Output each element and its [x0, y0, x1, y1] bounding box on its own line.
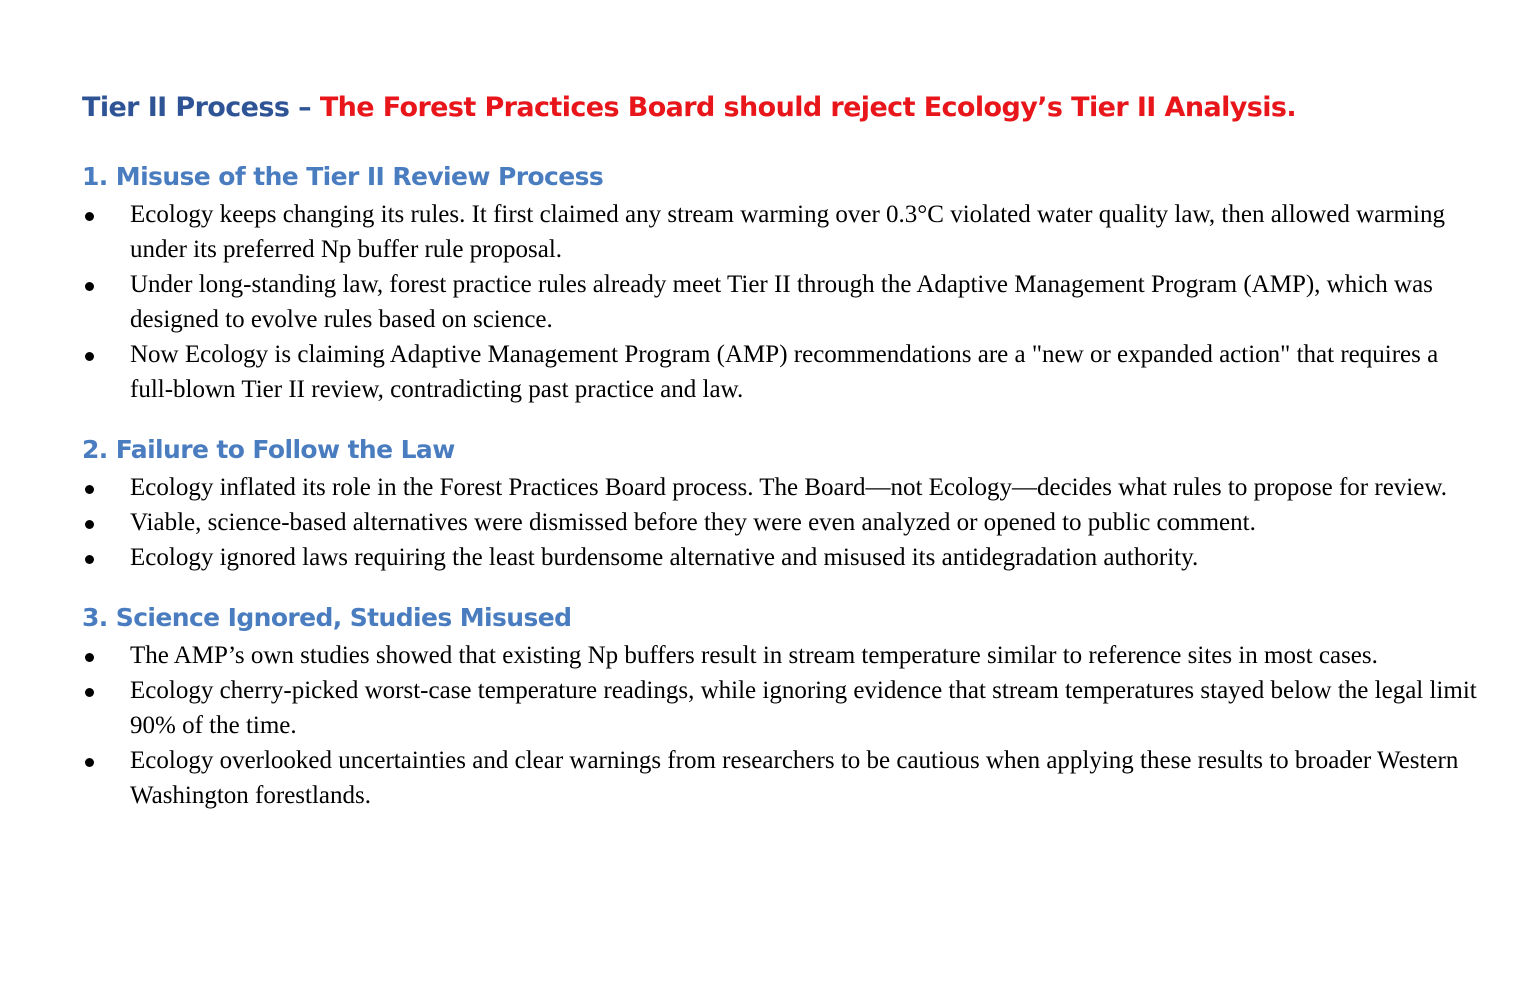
bullet-icon [85, 212, 94, 221]
section-science-ignored [82, 601, 1482, 813]
bullet-item [82, 540, 1482, 575]
bullet-icon [85, 520, 94, 529]
bullet-icon [85, 485, 94, 494]
bullet-item [82, 505, 1482, 540]
document-page [82, 84, 1482, 839]
bullet-list [82, 638, 1482, 813]
bullet-text: Viable, science-based alternatives were dismissed before they were even analyzed or opened to public comment. [130, 509, 1256, 536]
bullet-item [82, 743, 1482, 813]
section-failure-to-follow-law [82, 433, 1482, 575]
document-title [82, 84, 1482, 132]
section-heading: 2. Failure to Follow the Law [82, 435, 455, 464]
bullet-item [82, 638, 1482, 673]
bullet-icon [85, 555, 94, 564]
bullet-icon [85, 688, 94, 697]
bullet-icon [85, 653, 94, 662]
bullet-item [82, 197, 1482, 267]
section-heading: 1. Misuse of the Tier II Review Process [82, 162, 604, 191]
bullet-icon [85, 352, 94, 361]
bullet-item [82, 337, 1482, 407]
bullet-item [82, 673, 1482, 743]
bullet-text: Ecology cherry-picked worst-case temperature readings, while ignoring evidence that stream temperatures stayed below the legal limit 90% of the time. [130, 677, 1477, 739]
bullet-text: Now Ecology is claiming Adaptive Management Program (AMP) recommendations are a "new or expanded action" that requires a full-blown Tier II review, contradicting past practice and law. [130, 341, 1439, 403]
bullet-text: Ecology keeps changing its rules. It first claimed any stream warming over 0.3°C violated water quality law, then allowed warming under its preferred Np buffer rule proposal. [130, 201, 1445, 263]
bullet-icon [85, 282, 94, 291]
bullet-text: The AMP’s own studies showed that existing Np buffers result in stream temperature similar to reference sites in most cases. [130, 642, 1378, 669]
section-misuse-of-tier-ii [82, 160, 1482, 407]
bullet-icon [85, 758, 94, 767]
bullet-list [82, 470, 1482, 575]
bullet-text: Ecology overlooked uncertainties and clear warnings from researchers to be cautious when applying these results to broader Western Washington forestlands. [130, 747, 1459, 809]
bullet-text: Ecology ignored laws requiring the least burdensome alternative and misused its antidegradation authority. [130, 544, 1199, 571]
bullet-item [82, 470, 1482, 505]
section-heading: 3. Science Ignored, Studies Misused [82, 603, 572, 632]
bullet-item [82, 267, 1482, 337]
title-lead: Tier II Process – [82, 92, 320, 123]
bullet-text: Under long-standing law, forest practice rules already meet Tier II through the Adaptive Management Program (AMP), which was designed to evolve rules based on science. [130, 271, 1433, 333]
title-claim: The Forest Practices Board should reject Ecology’s Tier II Analysis. [319, 92, 1296, 123]
bullet-list [82, 197, 1482, 407]
bullet-text: Ecology inflated its role in the Forest Practices Board process. The Board—not Ecology—decides what rules to propose for review. [130, 474, 1448, 501]
